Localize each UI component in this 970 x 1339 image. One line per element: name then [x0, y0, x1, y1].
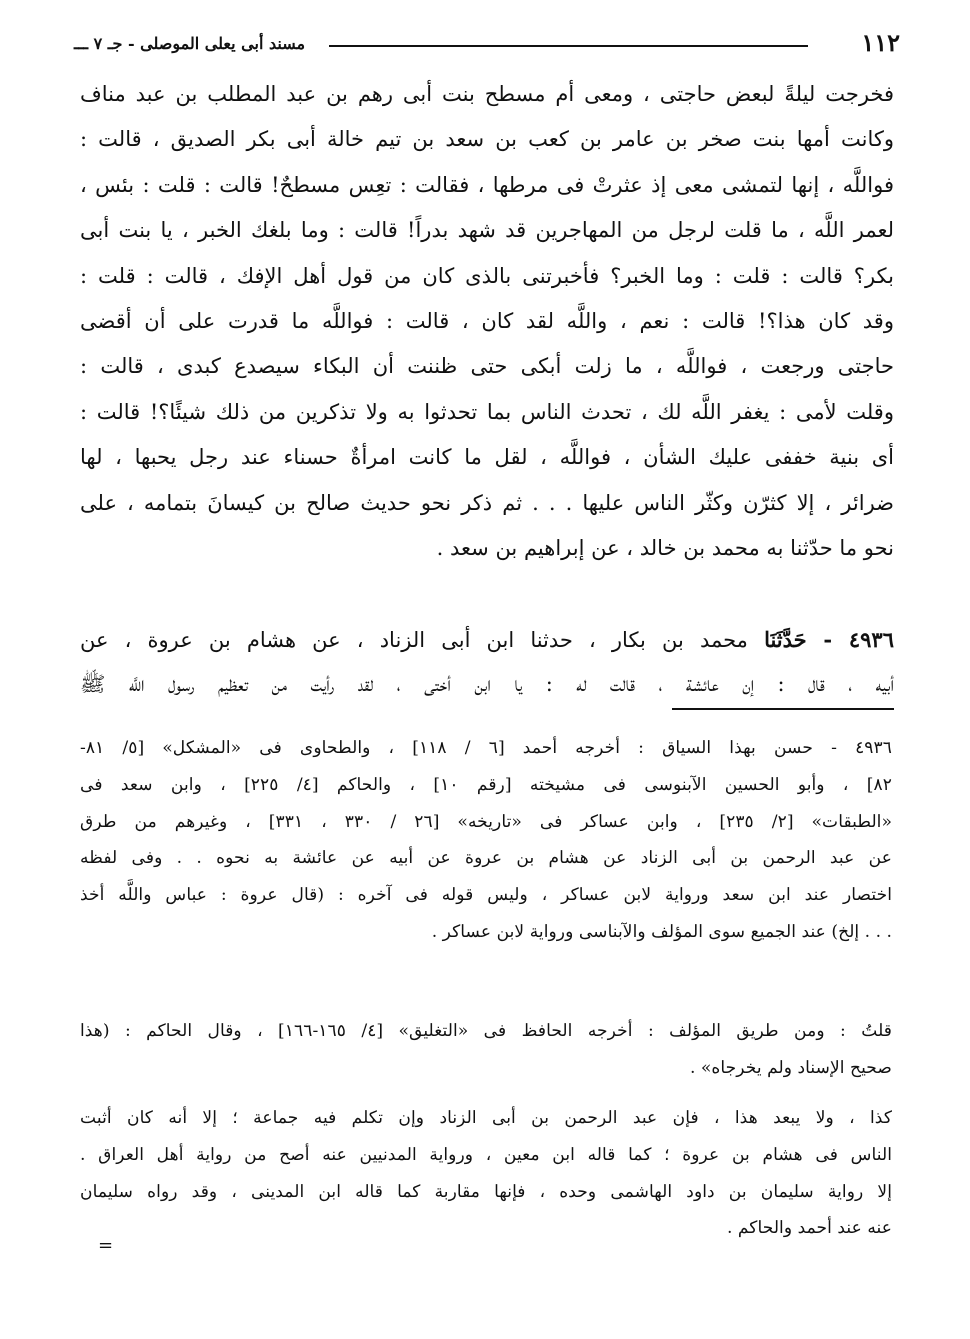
hadith-number: ٤٩٣٦ - حَدَّثَنَا	[764, 627, 894, 652]
text-line: لعمر اللَّه ، ما قلت لرجل من المهاجرين قد شهد بدراً! قالت : وما بلغك الخبر ، يا بنت أبى	[80, 218, 894, 243]
text-line: حاجتى ورجعت ، فواللَّه ، ما زلت أبكى حتى ظننت أن البكاء سيصدع كبدى ، قالت :	[80, 354, 894, 379]
footnote-commentary	[80, 1100, 892, 1247]
footnote-line: اختصار عند ابن سعد ورواية لابن عساكر ، وليس قوله فى آخره : (قال عروة : عباس واللَّه أخذ	[80, 885, 892, 906]
text-line: فخرجت ليلةً لبعض حاجتى ، ومعى أم مسطح بنت أبى رهم بن عبد المطلب بن عبد مناف	[80, 82, 894, 106]
header-rule	[329, 45, 808, 47]
text-line: أى بنية خففى عليك الشأن ، فواللَّه ، لقل ما كانت امرأةٌ حسناء عند رجل يحبها ، لها	[80, 445, 894, 470]
text-line: بكر؟ قالت : قلت : وما الخبر؟ فأخبرتنى بالذى كان من قول أهل الإفك ، قالت : قلت :	[80, 263, 894, 288]
main-text	[80, 72, 894, 571]
continuation-mark: =	[98, 1235, 114, 1256]
footnote-qultu	[80, 1013, 892, 1087]
footnote-line: عن عبد الرحمن بن أبى الزناد عن هشام بن عروة عن أبيه عن عائشة به نحوه . . وفى لفظه	[80, 848, 892, 869]
footnote-line: الناس فى هشام بن عروة ؛ كما قاله ابن معين ، ورواية المدنيين عنه أصح من رواية أهل العراق .	[80, 1144, 892, 1165]
text-line: فواللَّه ، إنها لتمشى معى إذ عثرتْ فى مرطها ، فقالت : تعِس مسطحٌ! قالت : قلت : بئس ،	[80, 172, 894, 197]
footnote-line: ٤٩٣٦ - حسن بهذا السياق : أخرجه أحمد [٦ / ١١٨] ، والطحاوى فى «المشكل» [٥/ ٨١-	[80, 738, 892, 758]
running-title: مسند أبى يعلى الموصلى - جـ ٧ ـــ	[74, 34, 306, 53]
text-line: نحو ما حدّثنا به محمد بن خالد ، عن إبراهيم بن سعد .	[436, 535, 894, 560]
hadith-4936	[80, 617, 894, 708]
footnote-line: «الطبقات» [٢/ ٢٣٥] ، وابن عساكر فى «تاريخه» [٢٦ / ٣٣٠ ، ٣٣١] ، وغيرهم من طرق	[80, 811, 892, 832]
hadith-line	[80, 617, 894, 662]
running-header	[74, 28, 900, 62]
text-line: وكانت أمها بنت صخر بن عامر بن كعب بن سعد بن تيم خالة أبى بكر الصديق ، قالت :	[80, 127, 894, 152]
footnote-line: . . . إلخ) عند الجميع سوى المؤلف والآبناسى ورواية لابن عساكر .	[431, 921, 892, 942]
hadith-text: محمد بن بكار ، حدثنا ابن أبى الزناد ، عن هشام بن عروة ، عن	[80, 628, 748, 652]
footnote-line: عنه عند أحمد والحاكم .	[726, 1218, 892, 1239]
footnote-line: كذا ، ولا يبعد هذا ، فإن عبد الرحمن بن أبى الزناد وإن تكلم فيه جماعة ؛ إلا أنه كان أثبت	[80, 1108, 892, 1128]
text-line: وقلت لأمى : يغفر اللَّه لك ، تحدث الناس بما تحدثوا به ولا تذكرين من ذلك شيئًا؟! قالت :	[80, 399, 894, 424]
footnote-line: صحيح الإسناد ولم يخرجاه» .	[689, 1057, 892, 1078]
text-line: وقد كان هذا؟! قالت : نعم ، واللَّه لقد كان ، قالت : فواللَّه ما قدرت على أن أقضى	[80, 308, 894, 333]
footnote-line: إلا رواية سليمان بن داود الهاشمى وحده ، فإنها مقاربة كما قاله ابن المدينى ، وقد رواه سليمان	[80, 1181, 892, 1202]
footnote-takhrij	[80, 730, 892, 951]
footnote-separator	[672, 708, 894, 710]
text-line: ضرائر ، إلا كثرّن وكثّر الناس عليها . . . ثم ذكر نحو حديث صالح بن كيسانَ بتمامه ، على	[80, 490, 894, 515]
footnote-line: ٨٢] ، وأبو الحسين الآبنوسى فى مشيخته [رقم ١٠] ، والحاكم [٤/ ٢٢٥] ، وابن سعد فى	[80, 774, 892, 795]
page-number: ١١٢	[861, 28, 900, 57]
hadith-line: أبيه ، قال : إن عائشة ، قالت له : يا ابن أختى ، لقد رأيت من تعظيم رسول اللَّه ﷺ	[80, 672, 894, 697]
footnote-line: قلتُ : ومن طريق المؤلف : أخرجه الحافظ فى «التغليق» [٤/ ١٦٥-١٦٦] ، وقال الحاكم : (هذا	[80, 1021, 892, 1041]
